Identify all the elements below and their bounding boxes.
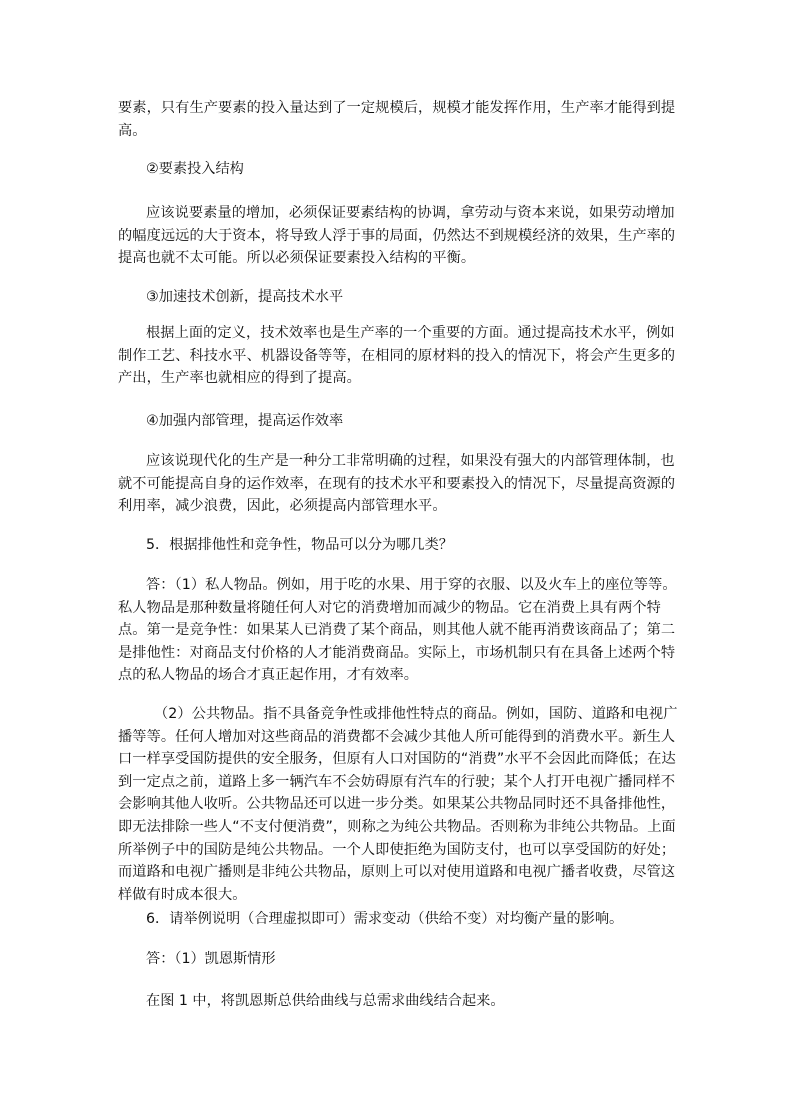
- paragraph-factor-scale: 要素，只有生产要素的投入量达到了一定规模后，规模才能发挥作用，生产率才能得到提高。: [118, 100, 676, 139]
- paragraph-figure-1: 在图 1 中，将凯恩斯总供给曲线与总需求曲线结合起来。: [146, 993, 505, 1009]
- heading-keynes-case: 答：（1）凯恩斯情形: [146, 951, 276, 967]
- heading-tech-innovation: ③加速技术创新，提高技术水平: [146, 289, 344, 305]
- answer-private-goods: 答：（1）私人物品。例如，用于吃的水果、用于穿的衣服、以及火车上的座位等等。私人物品是那种数量将随任何人对它的消费增加而减少的物品。它在消费上具有两个特点。第一是竞争性：如果某人已消费了某个商品，则其他人就不能再消费该商品了；第二是排他性：对商品支付价格的人才能消费商品。实际上，市场机制只有在具备上述两个特点的私人物品的场合才真正起作用，才有效率。: [118, 577, 677, 684]
- heading-factor-structure: ②要素投入结构: [146, 161, 244, 177]
- answer-public-goods: （2）公共物品。指不具备竞争性或排他性特点的商品。例如，国防、道路和电视广播等等。任何人增加对这些商品的消费都不会减少其他人所可能得到的消费水平。新生人口一样享受国防提供的安全服务，但原有人口对国防的“消费”水平不会因此而降低；在达到一定点之前，道路上多一辆汽车不会妨碍原有汽车的行驶；某个人打开电视广播同样不会影响其他人收听。公共物品还可以进一步分类。如果某公共物品同时还不具备排他性，即无法排除一些人“不支付便消费”，则称之为纯公共物品。否则称为非纯公共物品。上面所举例子中的国防是纯公共物品。一个人即使拒绝为国防支付，也可以享受国防的好处；而道路和电视广播则是非纯公共物品，原则上可以对使用道路和电视广播者收费，尽管这样做有时成本很大。: [118, 706, 678, 903]
- paragraph-factor-structure: 应该说要素量的增加，必须保证要素结构的协调，拿劳动与资本来说，如果劳动增加的幅度远远的大于资本，将导致人浮于事的局面，仍然达不到规模经济的效果，生产率的提高也就不太可能。所以必须保证要素投入结构的平衡。: [118, 205, 676, 267]
- paragraph-tech-innovation: 根据上面的定义，技术效率也是生产率的一个重要的方面。通过提高技术水平，例如制作工艺、科技水平、机器设备等等，在相同的原材料的投入的情况下，将会产生更多的产出，生产率也就相应的得到了提高。: [118, 325, 676, 387]
- paragraph-internal-management: 应该说现代化的生产是一种分工非常明确的过程，如果没有强大的内部管理体制，也就不可能提高自身的运作效率，在现有的技术水平和要素投入的情况下，尽量提高资源的利用率，减少浪费，因此，必须提高内部管理水平。: [118, 453, 676, 515]
- question-5: 5．根据排他性和竞争性，物品可以分为哪几类？: [146, 537, 453, 553]
- heading-internal-management: ④加强内部管理，提高运作效率: [146, 413, 344, 429]
- question-6: 6．请举例说明（合理虚拟即可）需求变动（供给不变）对均衡产量的影响。: [146, 911, 624, 927]
